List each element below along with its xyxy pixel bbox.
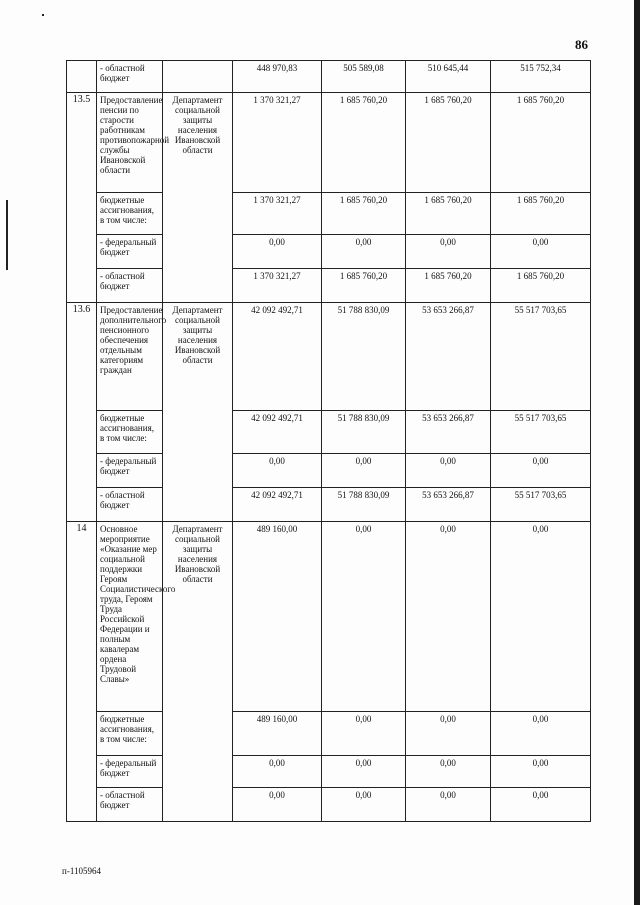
table-row: [67, 269, 591, 303]
budget-table: [66, 60, 591, 822]
value-cell: 0,00: [322, 522, 406, 712]
value-cell: 51 788 830,09: [322, 303, 406, 411]
value-cell: 0,00: [491, 756, 591, 788]
scan-margin-line: [6, 200, 8, 270]
value-cell: 53 653 266,87: [406, 303, 491, 411]
table-row: [67, 488, 591, 522]
value-cell: 53 653 266,87: [406, 488, 491, 522]
value-cell: 1 685 760,20: [406, 93, 491, 193]
value-cell: 0,00: [406, 522, 491, 712]
value-cell: 0,00: [406, 712, 491, 756]
row-number: [67, 61, 97, 93]
item-number: 13.6: [67, 303, 97, 522]
row-label: бюджетные ассигнования, в том числе:: [97, 411, 163, 454]
value-cell: 1 685 760,20: [322, 269, 406, 303]
row-label: - федеральный бюджет: [97, 235, 163, 269]
table-row: [67, 522, 591, 712]
value-cell: 55 517 703,65: [491, 488, 591, 522]
value-cell: 505 589,08: [322, 61, 406, 93]
row-label: - областной бюджет: [97, 269, 163, 303]
value-cell: 489 160,00: [233, 522, 322, 712]
item-number: 13.5: [67, 93, 97, 303]
row-label: - федеральный бюджет: [97, 454, 163, 488]
value-cell: 489 160,00: [233, 712, 322, 756]
value-cell: 1 370 321,27: [233, 193, 322, 235]
table-row: [67, 61, 591, 93]
value-cell: 0,00: [491, 235, 591, 269]
value-cell: 1 685 760,20: [491, 93, 591, 193]
row-label: бюджетные ассигнования, в том числе:: [97, 712, 163, 756]
value-cell: 1 685 760,20: [491, 269, 591, 303]
department-cell: [163, 61, 233, 93]
value-cell: 0,00: [406, 756, 491, 788]
value-cell: 51 788 830,09: [322, 488, 406, 522]
item-number: 14: [67, 522, 97, 822]
value-cell: 0,00: [233, 454, 322, 488]
value-cell: 1 685 760,20: [406, 269, 491, 303]
item-name: Основное мероприятие «Оказание мер социальной поддержки Героям Социалистического труда, Героям Труда Российской Федерации и полным кавалерам ордена Трудовой Славы»: [97, 522, 163, 712]
value-cell: 0,00: [491, 454, 591, 488]
value-cell: 0,00: [233, 756, 322, 788]
table-row: [67, 411, 591, 454]
document-code: п-1105964: [62, 866, 101, 876]
row-label: - областной бюджет: [97, 788, 163, 822]
table-row: [67, 756, 591, 788]
value-cell: 42 092 492,71: [233, 303, 322, 411]
value-cell: 0,00: [491, 712, 591, 756]
table-row: [67, 235, 591, 269]
page-number: 86: [575, 37, 588, 52]
row-label: - областной бюджет: [97, 488, 163, 522]
scan-speck: [42, 14, 44, 16]
table-row: [67, 788, 591, 822]
department-cell: Департамент социальной защиты населения Ивановской области: [163, 93, 233, 303]
table-row: [67, 454, 591, 488]
value-cell: 1 685 760,20: [322, 193, 406, 235]
value-cell: 0,00: [406, 235, 491, 269]
value-cell: 0,00: [406, 788, 491, 822]
value-cell: 1 370 321,27: [233, 269, 322, 303]
value-cell: 0,00: [233, 235, 322, 269]
value-cell: 1 685 760,20: [491, 193, 591, 235]
table-row: [67, 193, 591, 235]
value-cell: 42 092 492,71: [233, 488, 322, 522]
value-cell: 0,00: [322, 756, 406, 788]
scan-edge: [634, 0, 640, 905]
value-cell: 0,00: [322, 712, 406, 756]
item-name: Предоставление дополнительного пенсионного обеспечения отдельным категориям граждан: [97, 303, 163, 411]
value-cell: 0,00: [233, 788, 322, 822]
value-cell: 1 685 760,20: [322, 93, 406, 193]
value-cell: 53 653 266,87: [406, 411, 491, 454]
value-cell: 0,00: [322, 788, 406, 822]
value-cell: 0,00: [322, 235, 406, 269]
value-cell: 0,00: [322, 454, 406, 488]
value-cell: 55 517 703,65: [491, 411, 591, 454]
value-cell: 0,00: [406, 454, 491, 488]
value-cell: 1 370 321,27: [233, 93, 322, 193]
value-cell: 0,00: [491, 522, 591, 712]
value-cell: 448 970,83: [233, 61, 322, 93]
value-cell: 55 517 703,65: [491, 303, 591, 411]
value-cell: 510 645,44: [406, 61, 491, 93]
department-cell: Департамент социальной защиты населения Ивановской области: [163, 522, 233, 822]
department-cell: Департамент социальной защиты населения Ивановской области: [163, 303, 233, 522]
item-name: Предоставление пенсии по старости работникам противопожарной службы Ивановской области: [97, 93, 163, 193]
value-cell: 1 685 760,20: [406, 193, 491, 235]
value-cell: 0,00: [491, 788, 591, 822]
row-label: - федеральный бюджет: [97, 756, 163, 788]
table-row: [67, 93, 591, 193]
table-row: [67, 712, 591, 756]
row-label: - областной бюджет: [97, 61, 163, 93]
table-row: [67, 303, 591, 411]
value-cell: 515 752,34: [491, 61, 591, 93]
value-cell: 42 092 492,71: [233, 411, 322, 454]
row-label: бюджетные ассигнования, в том числе:: [97, 193, 163, 235]
value-cell: 51 788 830,09: [322, 411, 406, 454]
